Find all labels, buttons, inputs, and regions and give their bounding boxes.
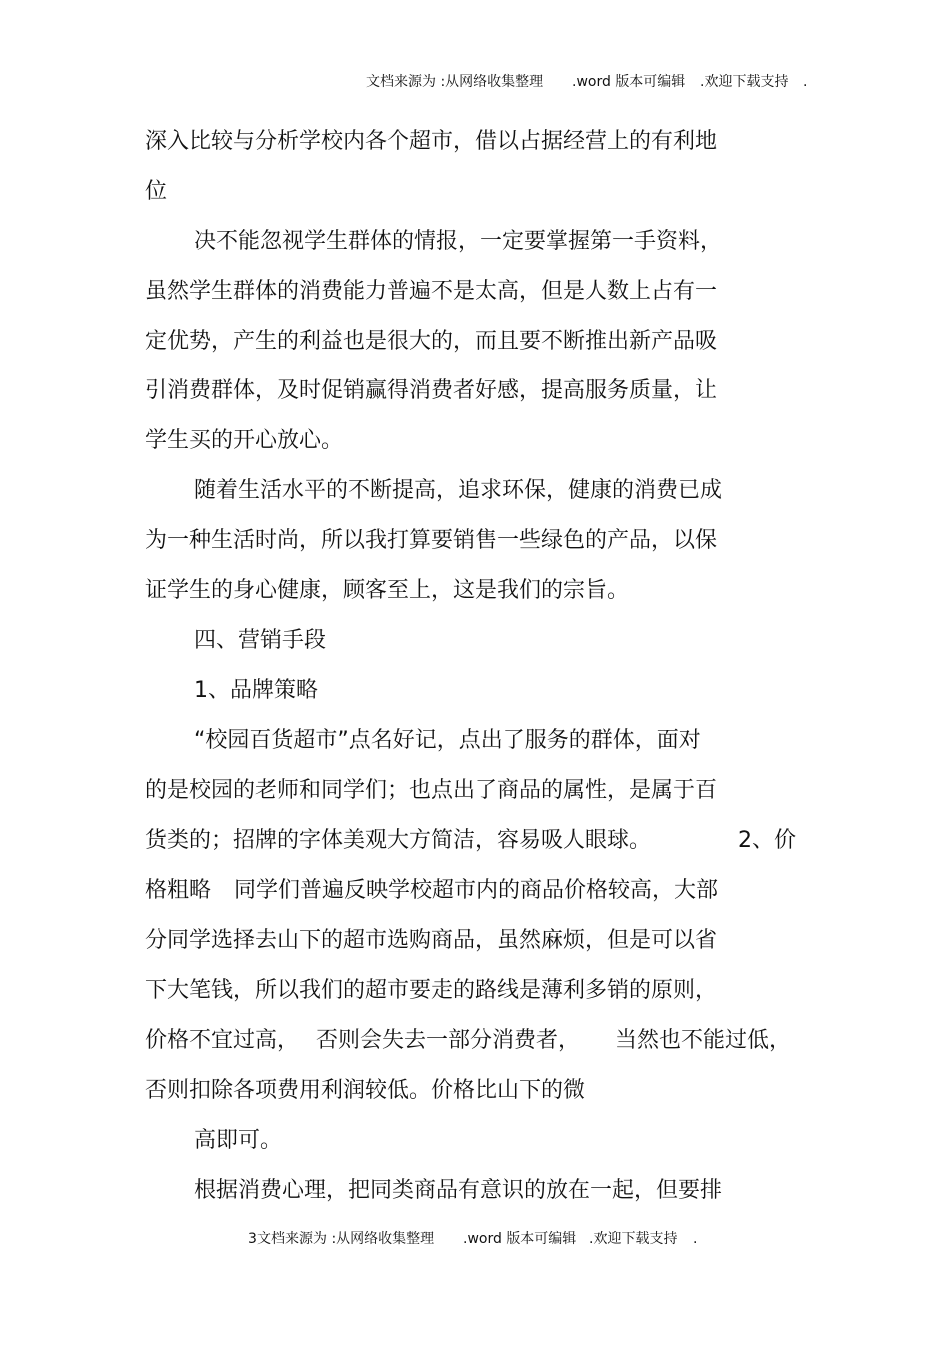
body-line: 否则会失去一部分消费者， — [316, 1028, 581, 1053]
body-line: 否则扣除各项费用利润较低。价格比山下的微 — [145, 1078, 586, 1103]
body-line: 引消费群体，及时促销赢得消费者好感，提高服务质量，让 — [145, 378, 718, 403]
body-line: 高即可。 — [194, 1128, 283, 1153]
footer-page-number: 3 — [248, 1231, 257, 1247]
body-line: 下大笔钱，所以我们的超市要走的路线是薄利多销的原则， — [145, 978, 718, 1003]
footer-source-text: 文档来源为 :从网络收集整理 — [257, 1231, 435, 1247]
footer-dot: . — [693, 1231, 698, 1247]
body-line: 根据消费心理，把同类商品有意识的放在一起，但要排 — [194, 1178, 723, 1203]
body-line: 位 — [145, 179, 168, 204]
body-line: 格粗略 — [145, 878, 212, 903]
footer-word-text: .word 版本可编辑 — [463, 1231, 577, 1247]
body-line: 当然也不能过低， — [615, 1028, 792, 1053]
header-dot: . — [803, 74, 808, 90]
body-line: 虽然学生群体的消费能力普遍不是太高，但是人数上占有一 — [145, 279, 718, 304]
section-heading: 四、营销手段 — [194, 628, 327, 653]
header-word-text: .word 版本可编辑 — [572, 74, 686, 90]
header-source-text: 文档来源为 :从网络收集整理 — [366, 74, 544, 90]
page-footer — [0, 1229, 950, 1249]
body-line: 货类的；招牌的字体美观大方简洁，容易吸人眼球。 — [145, 828, 652, 853]
subsection-heading: 1、品牌策略 — [194, 678, 318, 703]
body-line: 为一种生活时尚，所以我打算要销售一些绿色的产品，以保 — [145, 528, 718, 553]
body-line: 定优势，产生的利益也是很大的，而且要不断推出新产品吸 — [145, 329, 718, 354]
body-line: 随着生活水平的不断提高，追求环保，健康的消费已成 — [194, 478, 723, 503]
body-line: 学生买的开心放心。 — [145, 428, 344, 453]
body-line: 的是校园的老师和同学们；也点出了商品的属性，是属于百 — [145, 778, 718, 803]
body-line: 同学们普遍反映学校超市内的商品价格较高，大部 — [234, 878, 719, 903]
page-header — [0, 72, 950, 92]
body-line: 价格不宜过高， — [145, 1028, 300, 1053]
body-line: 证学生的身心健康，顾客至上，这是我们的宗旨。 — [145, 578, 630, 603]
footer-welcome-text: .欢迎下载支持 — [589, 1231, 678, 1247]
body-line: 决不能忽视学生群体的情报，一定要掌握第一手资料， — [194, 229, 723, 254]
body-line: 分同学选择去山下的超市选购商品，虽然麻烦，但是可以省 — [145, 928, 718, 953]
body-line: 2、价 — [738, 828, 796, 853]
body-line: 深入比较与分析学校内各个超市，借以占据经营上的有利地 — [145, 129, 718, 154]
header-welcome-text: .欢迎下载支持 — [700, 74, 789, 90]
body-line: “校园百货超市”点名好记，点出了服务的群体，面对 — [194, 728, 701, 753]
